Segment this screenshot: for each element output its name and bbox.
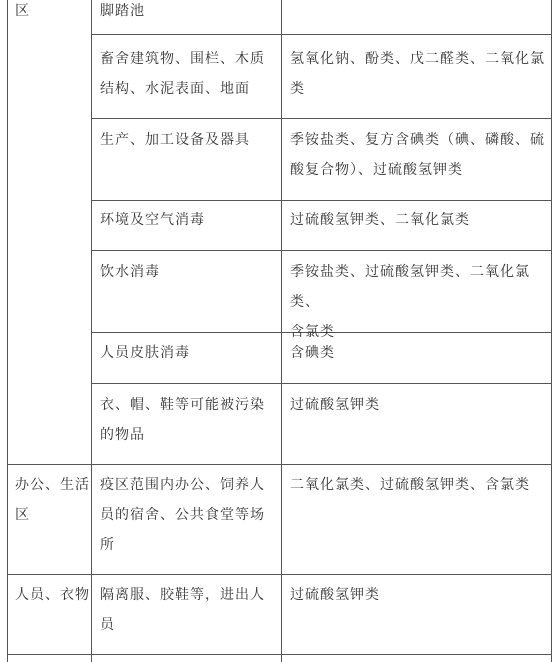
table-cell-target: 饮水消毒 xyxy=(100,264,160,280)
table-cell-disinfectant: 季铵盐类、复方含碘类（碘、磷酸、硫 酸复合物）、过硫酸氢钾类 xyxy=(290,132,545,178)
table-cell-area: 办公、生活 区 xyxy=(15,477,90,523)
table-cell-disinfectant: 季铵盐类、过硫酸氢钾类、二氧化氯类、 含氯类 xyxy=(290,264,530,340)
row-divider xyxy=(91,118,552,119)
table-cell-area: 人员、衣物 xyxy=(15,587,90,603)
row-divider xyxy=(91,34,552,35)
row-divider xyxy=(91,200,552,201)
column-divider-1 xyxy=(91,0,92,662)
table-cell-target: 隔离服、胶鞋等，进出人 员 xyxy=(100,587,265,633)
table-cell-target: 畜舍建筑物、围栏、木质 结构、水泥表面、地面 xyxy=(100,51,265,97)
table-cell-disinfectant: 过硫酸氢钾类、二氧化氯类 xyxy=(290,212,470,228)
table-cell-target: 人员皮肤消毒 xyxy=(100,345,190,361)
table-border-left xyxy=(7,0,8,662)
table-cell-disinfectant: 二氧化氯类、过硫酸氢钾类、含氯类 xyxy=(290,477,530,493)
row-divider xyxy=(91,383,552,384)
table-cell-disinfectant: 过硫酸氢钾类 xyxy=(290,397,380,413)
table-cell-area: 区 xyxy=(15,3,30,19)
table-cell-disinfectant: 氢氧化钠、酚类、戊二醛类、二氧化氯 类 xyxy=(290,51,545,97)
table-cell-target: 疫区范围内办公、饲养人 员的宿舍、公共食堂等场 所 xyxy=(100,477,265,553)
row-divider xyxy=(7,464,552,465)
table-cell-disinfectant: 过硫酸氢钾类 xyxy=(290,587,380,603)
row-divider xyxy=(7,574,552,575)
disinfection-table xyxy=(7,0,552,662)
table-border-bottom xyxy=(7,654,552,655)
table-cell-target: 衣、帽、鞋等可能被污染 的物品 xyxy=(100,397,265,443)
column-divider-2 xyxy=(281,0,282,662)
table-cell-target: 生产、加工设备及器具 xyxy=(100,132,250,148)
table-cell-target: 脚踏池 xyxy=(100,3,145,19)
table-cell-disinfectant: 含碘类 xyxy=(290,345,335,361)
table-cell-target: 环境及空气消毒 xyxy=(100,212,205,228)
row-divider xyxy=(91,250,552,251)
